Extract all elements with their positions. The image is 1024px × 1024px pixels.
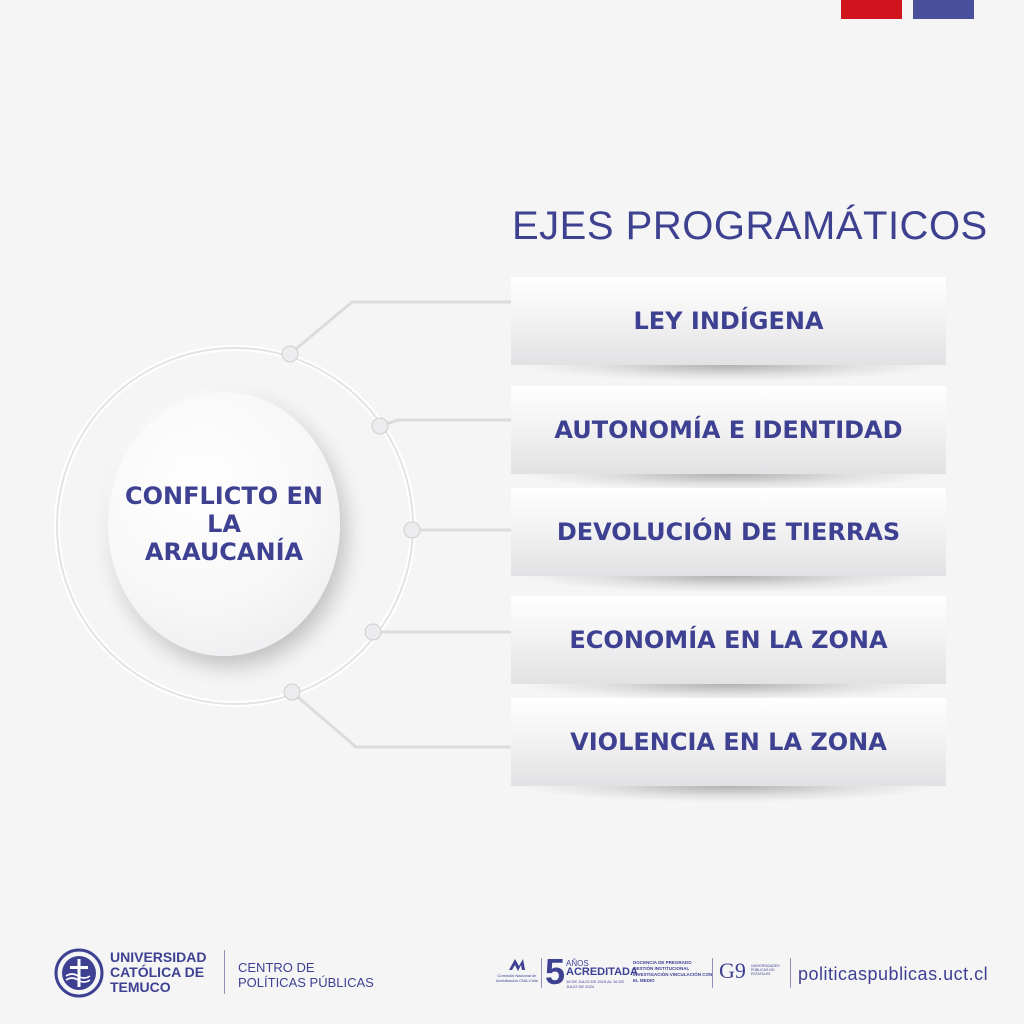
- website-link[interactable]: politicaspublicas.uct.cl: [798, 964, 989, 984]
- axis-item-label: ECONOMÍA EN LA ZONA: [569, 626, 888, 654]
- connector-node: [372, 418, 388, 434]
- connector-line: [380, 420, 512, 426]
- connector-node: [404, 522, 420, 538]
- axis-item-label: VIOLENCIA EN LA ZONA: [570, 728, 887, 756]
- axis-item-ley-indigena: [511, 277, 946, 365]
- hub-circle: [108, 392, 340, 656]
- accreditation-status: ACREDITADA: [566, 966, 638, 978]
- footer-divider: [541, 958, 542, 988]
- university-name: UNIVERSIDAD CATÓLICA DE TEMUCO: [110, 949, 207, 995]
- cna-agency-text: Comisión Nacional de Acreditación CNA-Chile: [495, 973, 538, 983]
- uct-logo-icon: [54, 948, 104, 998]
- footer-divider: [712, 958, 713, 988]
- axis-item-label: LEY INDÍGENA: [633, 307, 824, 335]
- accreditation-areas: DOCENCIA DE PREGRADO GESTIÓN INSTITUCIONAL INVESTIGACIÓN VINCULACIÓN CON EL MEDIO: [633, 960, 713, 983]
- g9-logo: G9: [719, 958, 746, 983]
- accreditation-period: 16 DE JULIO DE 2019 AL 16 DE JULIO DE 2024: [566, 979, 625, 989]
- hub-label: CONFLICTO EN LA ARAUCANÍA: [125, 482, 323, 566]
- axis-item-devolucion: [511, 488, 946, 576]
- axis-item-economia: [511, 596, 946, 684]
- center-name: CENTRO DE POLÍTICAS PÚBLICAS: [238, 960, 374, 990]
- accreditation-years-word: AÑOS: [566, 959, 589, 968]
- page-title: EJES PROGRAMÁTICOS: [512, 204, 988, 248]
- axis-item-label: DEVOLUCIÓN DE TIERRAS: [556, 518, 901, 546]
- connector-node: [284, 684, 300, 700]
- connector-node: [282, 346, 298, 362]
- connector-line: [290, 302, 512, 354]
- footer-divider: [224, 950, 225, 994]
- g9-subtitle: UNIVERSIDADES PÚBLICAS NO ESTATALES: [751, 964, 780, 976]
- connector-node: [365, 624, 381, 640]
- footer: [0, 940, 1024, 1010]
- footer-divider: [790, 958, 791, 988]
- axis-item-violencia: [511, 698, 946, 786]
- accreditation-years: 5: [545, 951, 566, 992]
- connector-line: [292, 692, 512, 747]
- axis-item-label: AUTONOMÍA E IDENTIDAD: [554, 416, 903, 444]
- axis-item-autonomia: [511, 386, 946, 474]
